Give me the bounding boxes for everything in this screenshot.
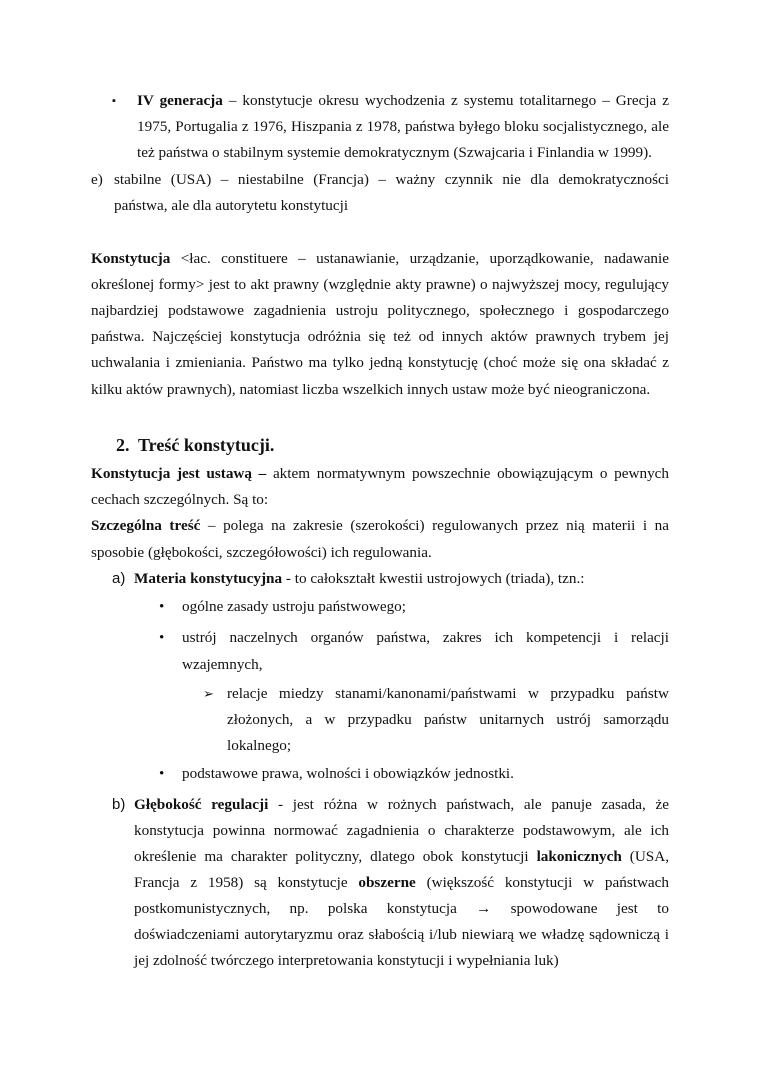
bold-term: lakonicznych	[536, 848, 622, 865]
bold-term: Konstytucja	[91, 250, 171, 267]
bold-term: Materia konstytucyjna	[134, 570, 283, 587]
round-bullet-icon: •	[159, 629, 165, 646]
bold-term: Szczególna treść	[91, 517, 201, 534]
square-bullet-icon: ▪	[112, 95, 116, 107]
document-page: ▪ IV generacja – konstytucje okresu wychodzenia z systemu totalitarnego – Grecja z 1975, Portugalia z 1976, Hiszpania z 1978, państwa byłego bloku socjalistycznego, ale też państwa o stabilnym systemie demokratycznym (Szwajcaria i Finlandia w 1999). e) stabilne (USA) – niestabilne (Francja) – ważny czynnik nie dla demokratyczności państwa, ale dla autorytetu konstytucji Konstytucja <łac. constituere – ustanawianie, urządzanie, uporządkowanie, nadawanie określonej formy> jest to akt prawny (względnie akty prawne) o najwyższej mocy, regulujący najbardziej podstawowe zagadnienia ustroju politycznego, społecznego i gospodarczego państwa. Najczęściej konstytucja odróżnia się też od innych aktów prawnych trybem jej uchwalania i zmieniania. Państwo ma tylko jedną konstytucję (choć może się ona składać z kilku aktów prawnych), natomiast liczba wszelkich innych ustaw może być nieograniczona. 2. Treść konstytucji. Konstytucja jest ustawą – aktem normatywnym powszechnie obowiązującym o pewnych cechach szczególnych. Są to: Szczególna treść – polega na zakresie (szerokości) regulowanych przez nią materii i na sposobie (głębokości, szczegółowości) ich regulowania. a) Materia konstytucyjna - to całokształt kwestii ustrojowych (triada), tzn.: • ogólne zasady ustroju państwowego; • ustrój naczelnych organów państwa, zakres ich kompetencji i relacji wzajemnych, ➢ relacje miedzy stanami/kanonami/państwami w przypadku państw złożonych, a w przypadku państw unitarnych ustrój samorządu lokalnego; • podstawowe prawa, wolności i obowiązków jednostki. b) Głębokość regulacji - jest różna w rożnych państwach, ale panuje zasada, że konstytucja powinna normować zagadnienia o charakterze podstawowym, ale ich określenie ma charakter polityczny, dlatego obok konstytucji lakonicznych (USA, Francja z 1958) są konstytucje obszerne (większość konstytucji w państwach postkomunistycznych, np. polska konstytucja → spowodowane jest to doświadczeniami autorytaryzmu oraz słabością i/lub niewiarą we władzę sądowniczą i jej zdolność twórczego interpretowania konstytucji i wypełniania luk)	[0, 0, 760, 1075]
list-marker: a)	[112, 570, 126, 587]
arrowhead-bullet-icon: ➢	[203, 686, 214, 701]
bold-term: Głębokość regulacji	[134, 796, 269, 813]
round-bullet-icon: •	[159, 765, 165, 782]
bold-term: obszerne	[358, 874, 416, 891]
list-marker: b)	[112, 796, 126, 813]
list-marker: e)	[91, 171, 103, 188]
bold-term: IV generacja	[137, 92, 223, 109]
bold-term: Konstytucja jest ustawą –	[91, 465, 267, 482]
round-bullet-icon: •	[159, 598, 165, 615]
